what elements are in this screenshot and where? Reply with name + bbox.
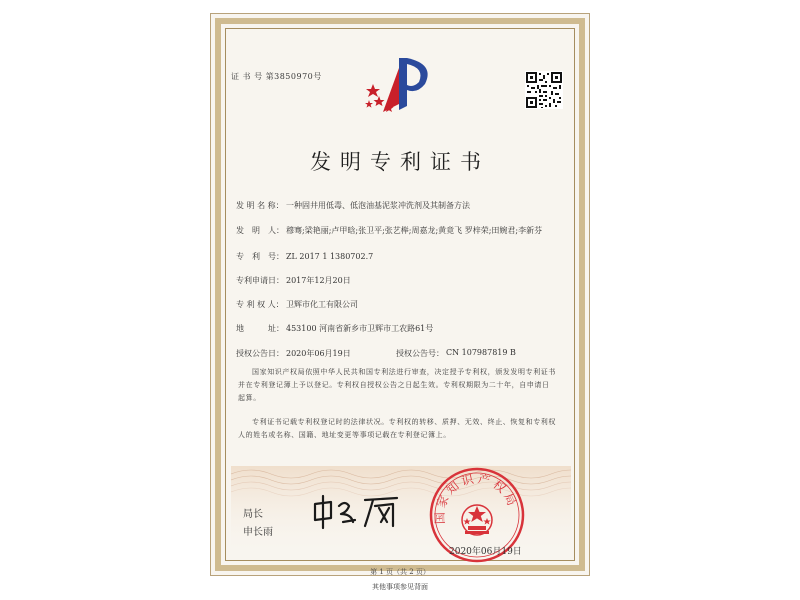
publication-number-label: 授权公告号： [396, 349, 444, 358]
field-label: 专 利 权 人： [236, 300, 284, 309]
director-title: 局长 [243, 509, 263, 520]
field-label: 专 利 号： [236, 252, 284, 261]
cnipa-logo-icon [363, 54, 438, 119]
field-label: 地 址： [236, 324, 284, 333]
seal-text: 国家知识产权局 [432, 471, 521, 525]
field-value: 一种固井用低毒、低泡油基泥浆冲洗剂及其制备方法 [286, 201, 470, 210]
field-label: 发 明 名 称： [236, 201, 284, 210]
director-name: 申长雨 [243, 527, 273, 538]
field-value: 453100 河南省新乡市卫辉市工农路61号 [286, 324, 434, 333]
field-value: 卫辉市化工有限公司 [286, 300, 358, 309]
page-number: 第 1 页（共 2 页） [370, 568, 430, 576]
certificate-number: 证 书 号 第3850970号 [231, 72, 322, 81]
field-value: 穆骞;梁艳丽;卢甲晗;张卫平;张艺榉;周嘉龙;黄竟飞 罗梓荣;田婉君;李新芬 [286, 226, 543, 235]
field-label: 专利申请日： [236, 276, 284, 285]
patent-certificate [210, 13, 590, 576]
seal-date: 2020年06月19日 [449, 547, 522, 557]
field-value: 2017年12月20日 [286, 276, 351, 285]
director-signature-icon [309, 492, 404, 532]
qr-code-icon [525, 71, 563, 109]
certificate-title: 发明专利证书 [310, 150, 490, 174]
publication-number-value: CN 107987819 B [446, 348, 516, 357]
publication-date-label: 授权公告日： [236, 349, 284, 358]
field-label: 发 明 人： [236, 226, 284, 235]
legal-status-note: 专利证书记载专利权登记时的法律状况。专利权的转移、质押、无效、终止、恢复和专利权人的姓名或名称、国籍、地址变更等事项记载在专利登记簿上。 [238, 418, 556, 439]
field-value: ZL 2017 1 1380702.7 [286, 252, 374, 261]
footer-note: 其他事项参见背面 [372, 583, 428, 591]
publication-date-value: 2020年06月19日 [286, 349, 351, 358]
grant-statement: 国家知识产权局依照中华人民共和国专利法进行审查，决定授予专利权，颁发发明专利证书并在专利登记簿上予以登记。专利权自授权公告之日起生效。专利权期限为二十年，自申请日起算。 [238, 368, 556, 402]
